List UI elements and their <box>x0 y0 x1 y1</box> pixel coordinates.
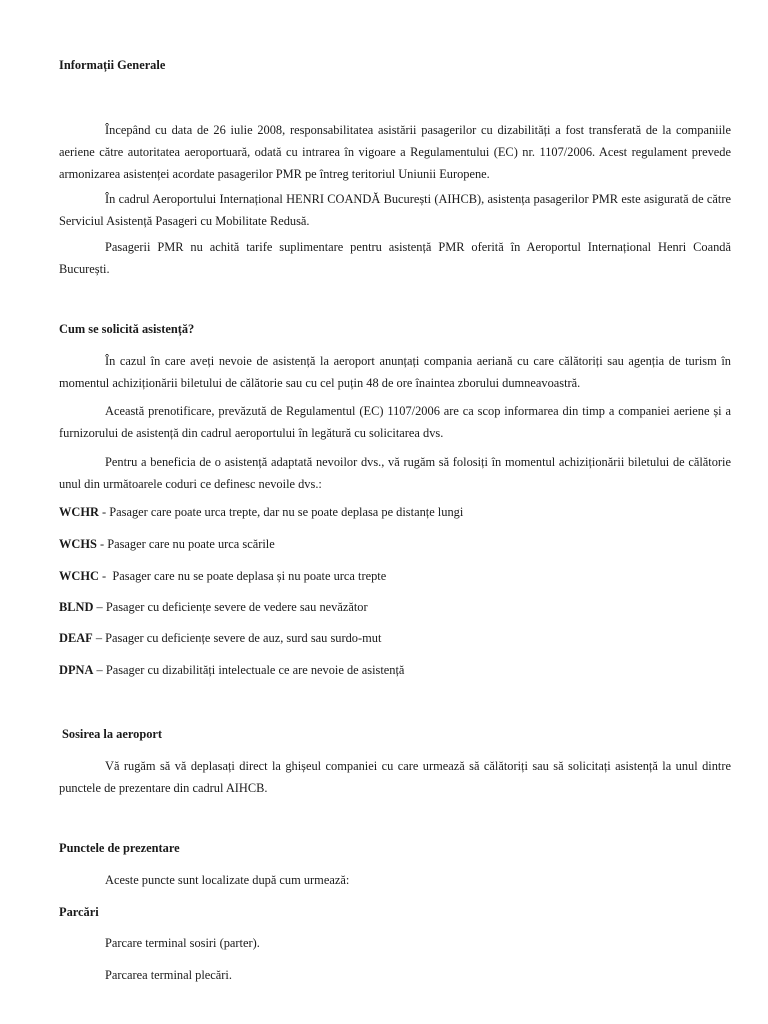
code-label: WCHC <box>59 569 99 583</box>
paragraph-general-2: În cadrul Aeroportului Internațional HENRI COANDĂ București (AIHCB), asistența pasagerilor PMR este asigurată de către Serviciul Asistență Pasageri cu Mobilitate Redusă. <box>59 192 731 228</box>
code-label: DPNA <box>59 663 94 677</box>
code-separator: – <box>93 600 106 614</box>
code-item-wchr <box>59 501 731 523</box>
code-separator: – <box>93 663 106 677</box>
heading-presentation-points: Punctele de prezentare <box>59 841 180 855</box>
parking-item-departures: Parcarea terminal plecări. <box>105 968 232 982</box>
heading-general-info: Informații Generale <box>59 58 166 72</box>
code-description: Pasager cu deficiențe severe de vedere sau nevăzător <box>105 600 368 614</box>
paragraph-presentation-points: Aceste puncte sunt localizate după cum urmează: <box>105 873 350 887</box>
heading-airport-arrival: Sosirea la aeroport <box>62 727 163 741</box>
code-label: BLND <box>59 600 94 614</box>
code-item-dpna <box>59 659 731 681</box>
code-description: Pasager care nu poate urca scările <box>107 537 275 551</box>
code-label: WCHS <box>59 537 97 551</box>
code-separator: - <box>98 505 110 519</box>
code-description: Pasager cu dizabilități intelectuale ce are nevoie de asistență <box>105 663 405 677</box>
paragraph-general-3: Pasagerii PMR nu achită tarife suplimentare pentru asistență PMR oferită în Aeroportul Internațional Henri Coandă București. <box>59 240 731 276</box>
paragraph-request-1: În cazul în care aveți nevoie de asistență la aeroport anunțați compania aeriană cu care călătoriți sau agenția de turism în momentul achiziționării biletului de călătorie sau cu cel puțin 48 de ore înaintea zborului dumneavoastră. <box>59 354 731 390</box>
code-description: Pasager cu deficiențe severe de auz, surd sau surdo-mut <box>105 631 382 645</box>
paragraph-general-1: Începând cu data de 26 iulie 2008, responsabilitatea asistării pasagerilor cu dizabilități a fost transferată de la companiile aeriene către autoritatea aeroportuară, odată cu intrarea în vigoare a Regulamentului (EC) nr. 1107/2006. Acest regulament prevede armonizarea asistenței acordate pasagerilor PMR pe întreg teritoriul Uniunii Europene. <box>59 123 731 181</box>
code-separator: - <box>96 537 108 551</box>
code-separator: – <box>92 631 106 645</box>
code-item-deaf <box>59 627 731 649</box>
code-label: WCHR <box>59 505 99 519</box>
paragraph-request-3: Pentru a beneficia de o asistență adaptată nevoilor dvs., vă rugăm să folosiți în momentul achiziționării biletului de călătorie unul din următoarele coduri ce definesc nevoile dvs.: <box>59 455 731 491</box>
code-description: Pasager care nu se poate deplasa și nu poate urca trepte <box>112 569 387 583</box>
code-item-blnd <box>59 596 731 618</box>
code-description: Pasager care poate urca trepte, dar nu se poate deplasa pe distanțe lungi <box>109 505 464 519</box>
code-item-wchc <box>59 565 731 587</box>
code-item-wchs <box>59 533 731 555</box>
code-label: DEAF <box>59 631 93 645</box>
paragraph-request-2: Această prenotificare, prevăzută de Regulamentul (EC) 1107/2006 are ca scop informarea din timp a companiei aeriene și a furnizorului de asistență din cadrul aeroportului în legătură cu solicitarea dvs. <box>59 404 731 440</box>
code-separator: - <box>98 569 113 583</box>
heading-parking: Parcări <box>59 905 99 919</box>
paragraph-arrival-1: Vă rugăm să vă deplasați direct la ghișeul companiei cu care urmează să călătoriți sau să solicitați asistență la unul dintre punctele de prezentare din cadrul AIHCB. <box>59 759 731 795</box>
heading-request-assistance: Cum se solicită asistență? <box>59 322 195 336</box>
parking-item-arrivals: Parcare terminal sosiri (parter). <box>105 936 260 950</box>
